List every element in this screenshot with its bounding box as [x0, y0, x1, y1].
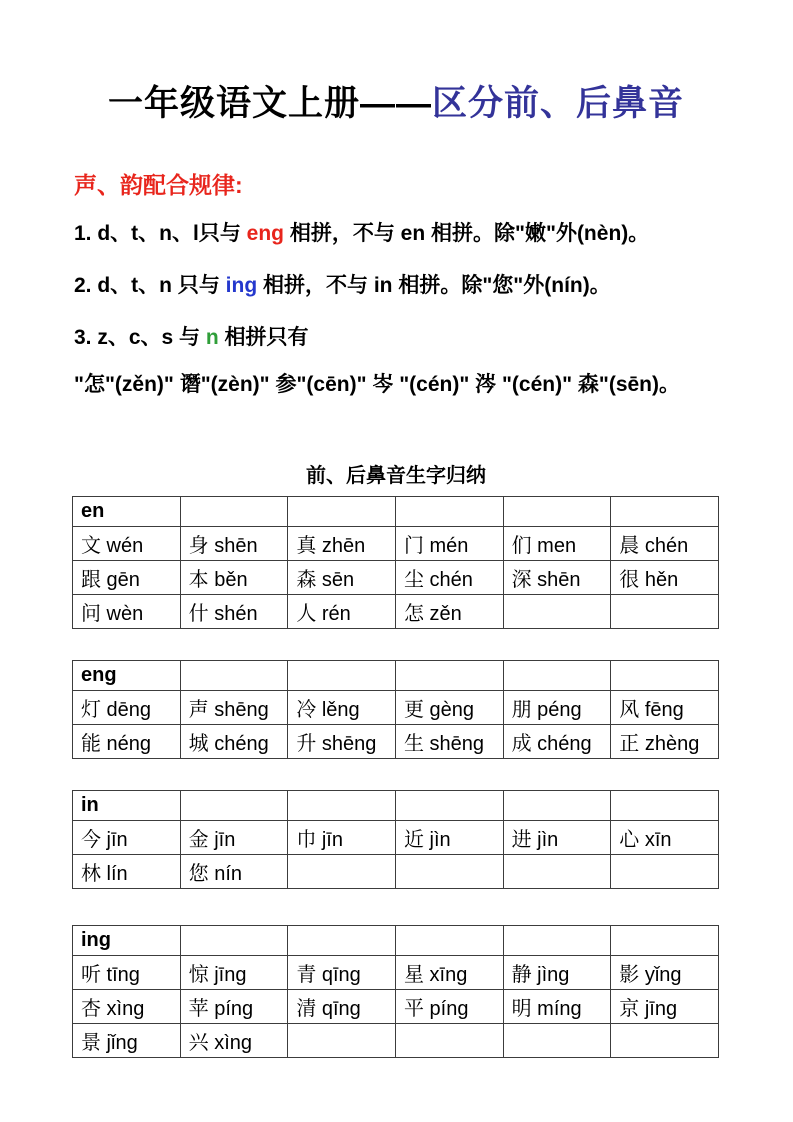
table-cell: 更 gèng — [395, 691, 503, 725]
rule-1-highlight: eng — [246, 221, 285, 245]
table-cell: 本 běn — [180, 561, 288, 595]
table-row — [73, 990, 719, 1024]
table-cell-empty — [611, 791, 719, 821]
table-cell-empty — [611, 1024, 719, 1058]
table-cell-empty — [395, 791, 503, 821]
table-header-row — [73, 497, 719, 527]
table-header-cell: in — [73, 791, 181, 821]
table-header-cell: ing — [73, 926, 181, 956]
table-cell: 明 míng — [503, 990, 611, 1024]
table-cell: 升 shēng — [288, 725, 396, 759]
rule-line-1 — [74, 221, 720, 246]
table-cell: 静 jìng — [503, 956, 611, 990]
table-cell: 青 qīng — [288, 956, 396, 990]
table-cell: 平 píng — [395, 990, 503, 1024]
table-cell: 进 jìn — [503, 821, 611, 855]
table-header-cell: en — [73, 497, 181, 527]
table-cell: 文 wén — [73, 527, 181, 561]
table-cell: 心 xīn — [611, 821, 719, 855]
table-cell: 门 mén — [395, 527, 503, 561]
table-cell: 金 jīn — [180, 821, 288, 855]
table-cell: 近 jìn — [395, 821, 503, 855]
table-row — [73, 561, 719, 595]
rule-line-2 — [74, 273, 720, 298]
table-cell-empty — [288, 497, 396, 527]
table-cell-empty — [288, 926, 396, 956]
table-cell: 正 zhèng — [611, 725, 719, 759]
table-cell: 影 yǐng — [611, 956, 719, 990]
table-row — [73, 725, 719, 759]
table-cell-empty — [395, 661, 503, 691]
table-cell-empty — [288, 855, 396, 889]
table-cell-empty — [180, 661, 288, 691]
table-row — [73, 1024, 719, 1058]
table-cell-empty — [180, 926, 288, 956]
table-cell-empty — [288, 661, 396, 691]
table-cell: 能 néng — [73, 725, 181, 759]
table-cell: 清 qīng — [288, 990, 396, 1024]
table-row — [73, 595, 719, 629]
table-cell: 跟 gēn — [73, 561, 181, 595]
table-cell: 身 shēn — [180, 527, 288, 561]
table-cell-empty — [395, 855, 503, 889]
table-header-cell: eng — [73, 661, 181, 691]
rule-3-suffix: 相拼只有 — [218, 326, 309, 350]
table-row — [73, 821, 719, 855]
table-row — [73, 527, 719, 561]
table-cell: 杏 xìng — [73, 990, 181, 1024]
table-cell: 苹 píng — [180, 990, 288, 1024]
table-cell: 人 rén — [288, 595, 396, 629]
table-header-row — [73, 926, 719, 956]
table-cell: 兴 xìng — [180, 1024, 288, 1058]
table-cell: 风 fēng — [611, 691, 719, 725]
table-row — [73, 956, 719, 990]
table-cell: 什 shén — [180, 595, 288, 629]
table-cell-empty — [395, 926, 503, 956]
table-row — [73, 855, 719, 889]
vocab-table-eng — [72, 660, 719, 759]
table-cell: 深 shēn — [503, 561, 611, 595]
table-cell-empty — [503, 1024, 611, 1058]
table-cell: 真 zhēn — [288, 527, 396, 561]
table-cell: 惊 jīng — [180, 956, 288, 990]
table-cell: 城 chéng — [180, 725, 288, 759]
rule-2-suffix: 相拼，不与 in 相拼。除"您"外(nín)。 — [257, 273, 611, 297]
tables-caption: 前、后鼻音生字归纳 — [306, 465, 486, 488]
table-cell: 景 jǐng — [73, 1024, 181, 1058]
table-cell-empty — [611, 855, 719, 889]
table-cell-empty — [503, 497, 611, 527]
table-cell: 怎 zěn — [395, 595, 503, 629]
table-cell: 冷 lěng — [288, 691, 396, 725]
table-cell: 尘 chén — [395, 561, 503, 595]
table-cell-empty — [611, 926, 719, 956]
vocab-table-ing — [72, 925, 719, 1058]
table-cell-empty — [503, 855, 611, 889]
table-cell: 声 shēng — [180, 691, 288, 725]
table-cell-empty — [503, 661, 611, 691]
table-cell-empty — [611, 661, 719, 691]
table-cell: 今 jīn — [73, 821, 181, 855]
table-cell: 京 jīng — [611, 990, 719, 1024]
vocab-table-in — [72, 790, 719, 889]
table-row — [73, 691, 719, 725]
table-cell: 成 chéng — [503, 725, 611, 759]
table-cell: 您 nín — [180, 855, 288, 889]
rule-1-prefix: 1. d、t、n、l只与 — [74, 221, 247, 245]
table-cell: 们 men — [503, 527, 611, 561]
rule-1-suffix: 相拼，不与 en 相拼。除"嫩"外(nèn)。 — [284, 221, 650, 245]
page-title-black-part: 一年级语文上册—— — [107, 84, 432, 123]
table-header-row — [73, 661, 719, 691]
table-cell: 朋 péng — [503, 691, 611, 725]
rule-3-highlight: n — [205, 326, 219, 350]
table-cell: 巾 jīn — [288, 821, 396, 855]
table-cell-empty — [611, 497, 719, 527]
table-cell-empty — [503, 791, 611, 821]
table-header-row — [73, 791, 719, 821]
table-cell: 林 lín — [73, 855, 181, 889]
rule-3-prefix: 3. z、c、s 与 — [74, 326, 206, 350]
table-cell-empty — [180, 791, 288, 821]
table-cell: 森 sēn — [288, 561, 396, 595]
page-title-blue-part: 区分前、后鼻音 — [432, 84, 685, 123]
table-cell-empty — [288, 791, 396, 821]
table-cell-empty — [503, 926, 611, 956]
section-heading: 声、韵配合规律: — [74, 172, 243, 199]
table-cell: 晨 chén — [611, 527, 719, 561]
page-title — [72, 84, 720, 124]
table-cell-empty — [288, 1024, 396, 1058]
example-pronunciation-line: "怎"(zěn)" 谮"(zèn)" 参"(cēn)" 岑 "(cén)" 涔 "(cén)" 森"(sēn)。 — [74, 373, 680, 397]
vocab-table-en — [72, 496, 719, 629]
table-cell-empty — [180, 497, 288, 527]
table-cell-empty — [395, 1024, 503, 1058]
table-cell-empty — [395, 497, 503, 527]
rule-2-highlight: ing — [225, 273, 258, 297]
table-cell: 问 wèn — [73, 595, 181, 629]
table-cell: 听 tīng — [73, 956, 181, 990]
table-cell: 生 shēng — [395, 725, 503, 759]
table-cell: 星 xīng — [395, 956, 503, 990]
table-cell: 灯 dēng — [73, 691, 181, 725]
table-cell-empty — [611, 595, 719, 629]
rule-line-3 — [74, 325, 720, 350]
rule-2-prefix: 2. d、t、n 只与 — [74, 273, 226, 297]
table-cell: 很 hěn — [611, 561, 719, 595]
table-cell-empty — [503, 595, 611, 629]
